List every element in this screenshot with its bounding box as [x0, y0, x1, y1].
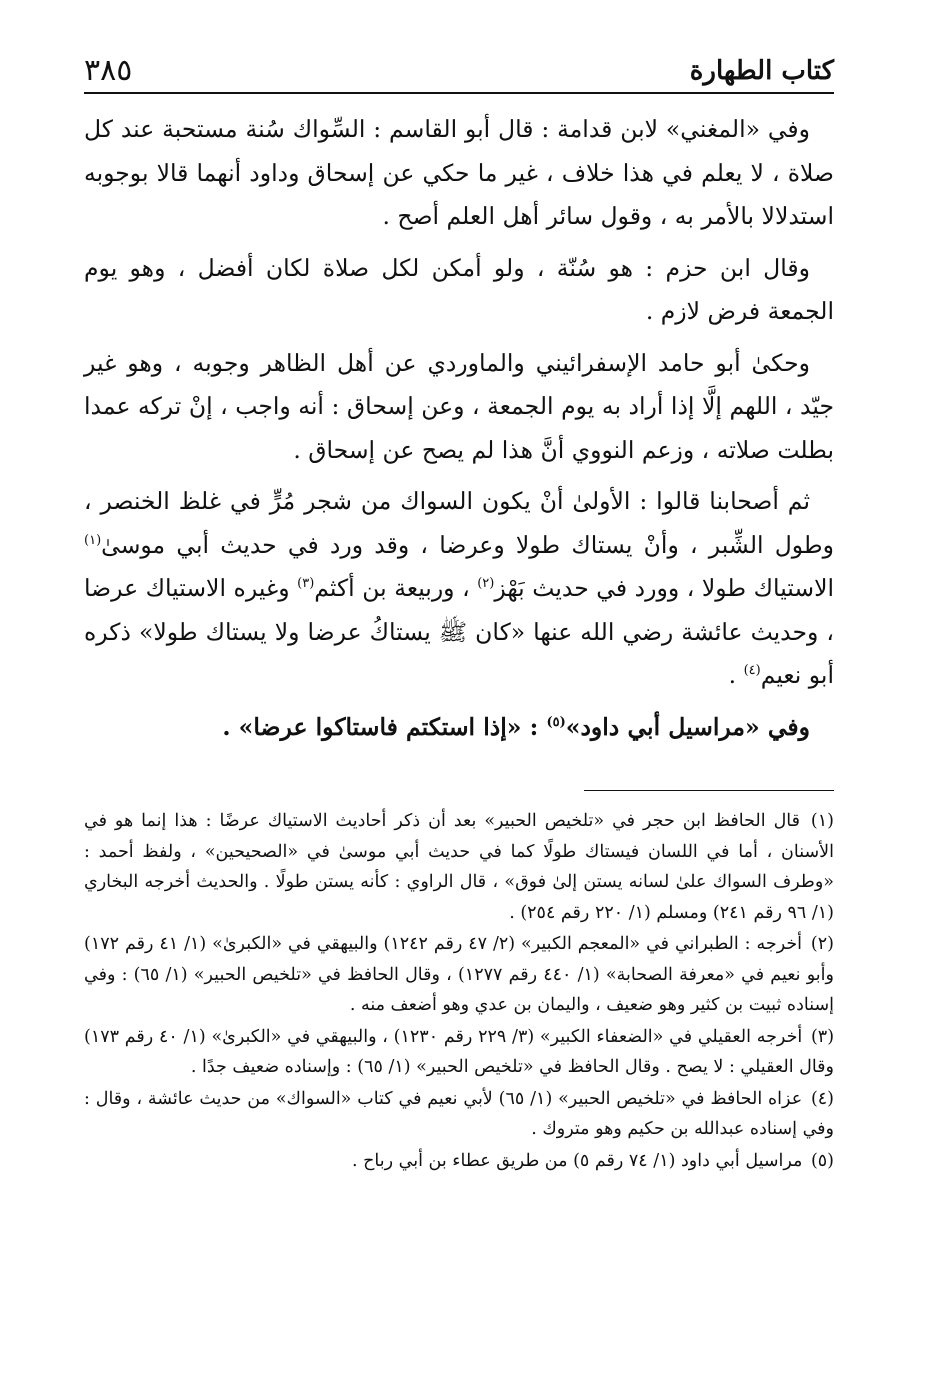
footnote-ref-4[interactable]: (٤): [743, 663, 761, 679]
para-text: وغيره الاستياك عرضا ، وحديث عائشة رضي الله عنها «كان ﷺ يستاكُ عرضا ولا يستاك طولا» ذكره أبو نعيم: [84, 574, 834, 689]
para-text: ، وربيعة بن أكثم: [314, 574, 478, 602]
para-text: .: [728, 661, 744, 689]
page-header: [84, 40, 834, 86]
paragraph-ashab: [84, 480, 834, 698]
paragraph-abu-hamid: وحكىٰ أبو حامد الإسفرائيني والماوردي عن أهل الظاهر وجوبه ، وهو غير جيّد ، اللهم إلَّا إذا أراد به يوم الجمعة ، وعن إسحاق : أنه واجب ، إنْ تركه عمدا بطلت صلاته ، وزعم النووي أنَّ هذا لم يصح عن إسحاق .: [84, 348, 834, 464]
footnote-ref-2[interactable]: (٢): [477, 576, 495, 592]
footnote-number: (٤): [810, 1088, 834, 1109]
footnote-number: (٣): [810, 1026, 835, 1047]
footnote-ref-1[interactable]: (١): [84, 532, 102, 548]
footnote-separator: [584, 790, 834, 791]
footnote-text: أخرجه العقيلي في «الضعفاء الكبير» (٣/ ٢٢٩ رقم ١٢٣٠) ، والبيهقي في «الكبرىٰ» (١/ ٤٠ رقم ١٧٣) وقال العقيلي : لا يصح . وقال الحافظ في «تلخيص الحبير» (١/ ٦٥) : وإسناده ضعيف جدًا .: [84, 1026, 834, 1077]
footnote-text: قال الحافظ ابن حجر في «تلخيص الحبير» بعد أن ذكر أحاديث الاستياك عرضًا : هذا إنما هو في الأسنان ، أما في اللسان فيستاك طولًا كما في حديث أبي موسىٰ في «الصحيحين» ، ولفظ أحمد : «وطرف السواك علىٰ لسانه يستن إلىٰ فوق» ، قال الراوي : كأنه يستن طولًا . والحديث أخرجه البخاري (١/ ٩٦ رقم ٢٤١) ومسلم (١/ ٢٢٠ رقم ٢٥٤) .: [84, 811, 834, 923]
footnote-1: [84, 806, 834, 928]
footnote-3: [84, 1022, 834, 1083]
footnote-ref-3[interactable]: (٣): [297, 576, 315, 592]
header-rule: [84, 92, 834, 94]
footnote-ref-5[interactable]: (٥): [546, 714, 566, 730]
paragraph-ibn-hazm: وقال ابن حزم : هو سُنّة ، ولو أمكن لكل صلاة لكان أفضل ، وهو يوم الجمعة فرض لازم .: [84, 253, 834, 325]
footnotes: [84, 806, 834, 1177]
footnote-number: (١): [810, 811, 834, 831]
paragraph-marasil: [84, 706, 834, 750]
footnote-number: (٥): [810, 1150, 834, 1171]
para-text: ثم أصحابنا قالوا : الأولىٰ أنْ يكون السواك من شجر مُرٍّ في غلظ الخنصر ، وطول الشِّبر ، وأنْ يستاك طولا وعرضا ، وقد ورد في حديث أبي موسىٰ: [84, 487, 834, 559]
book-title: كتاب الطهارة: [689, 56, 834, 86]
para-text: : «إذا استكتم فاستاكوا عرضا» .: [222, 712, 547, 741]
footnote-text: أخرجه : الطبراني في «المعجم الكبير» (٢/ ٤٧ رقم ١٢٤٢) والبيهقي في «الكبرىٰ» (١/ ٤١ رقم ١٧٢) وأبو نعيم في «معرفة الصحابة» (١/ ٤٤٠ رقم ١٢٧٧) ، وقال الحافظ في «تلخيص الحبير» (١/ ٦٥) : وفي إسناده ثبيت بن كثير وهو ضعيف ، واليمان بن عدي وهو أضعف منه .: [84, 934, 834, 1015]
footnote-text: مراسيل أبي داود (١/ ٧٤ رقم ٥) من طريق عطاء بن أبي رباح .: [352, 1150, 803, 1171]
para-text: الاستياك طولا ، وورد في حديث بَهْز: [494, 574, 835, 602]
footnote-5: [84, 1146, 834, 1177]
main-text: [84, 108, 834, 757]
page-number: ٣٨٥: [84, 53, 133, 88]
footnote-2: [84, 929, 834, 1021]
para-text: وفي «مراسيل أبي داود»: [565, 712, 810, 741]
footnote-number: (٢): [810, 934, 834, 954]
footnote-4: [84, 1084, 834, 1145]
footnote-text: عزاه الحافظ في «تلخيص الحبير» (١/ ٦٥) لأبي نعيم في كتاب «السواك» من حديث عائشة ، وقال : وفي إسناده عبدالله بن حكيم وهو متروك .: [84, 1088, 834, 1139]
paragraph-mughni: وفي «المغني» لابن قدامة : قال أبو القاسم : السِّواك سُنة مستحبة عند كل صلاة ، لا يعلم في هذا خلاف ، غير ما حكي عن إسحاق وداود أنهما قالا بوجوبه استدلالا بالأمر به ، وقول سائر أهل العلم أصح .: [84, 115, 834, 230]
